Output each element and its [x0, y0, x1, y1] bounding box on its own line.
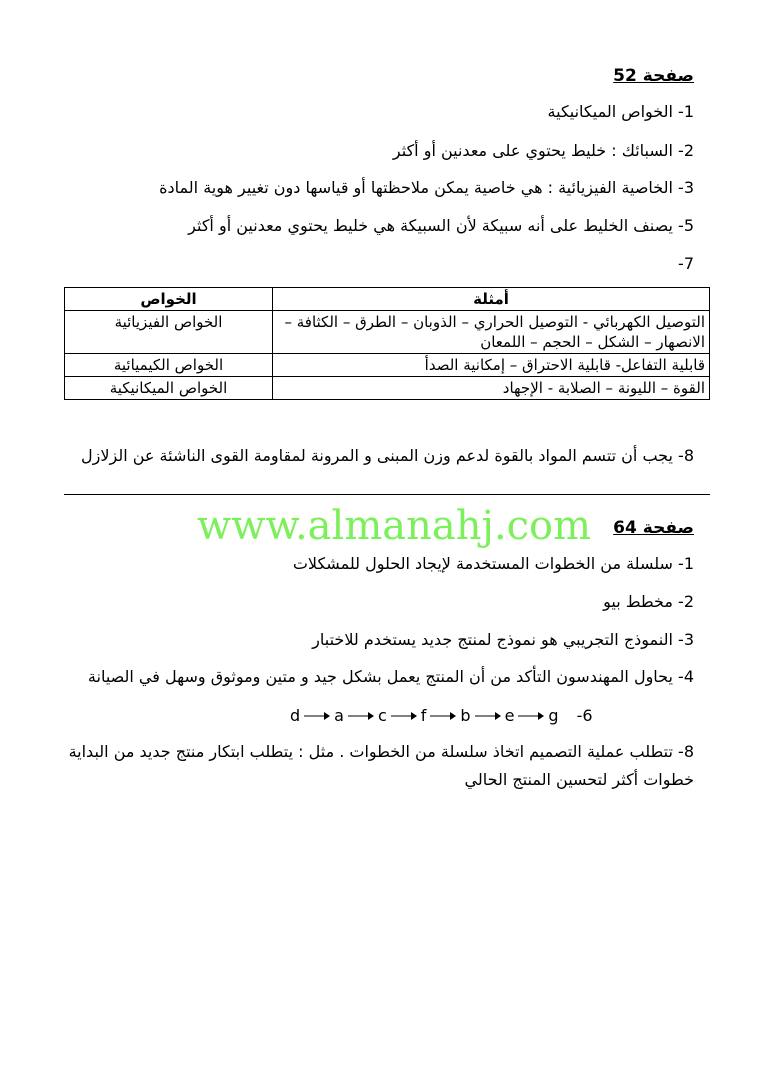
section-heading-page-64: صفحة 64: [613, 518, 694, 538]
answer-8: 8- يجب أن تتسم المواد بالقوة لدعم وزن المبنى و المرونة لمقاومة القوى الناشئة عن الزلازل: [81, 446, 694, 465]
right-arrow-icon: [391, 711, 417, 721]
answer-3: 3- الخاصية الفيزيائية : هي خاصية يمكن ملاحظتها أو قياسها دون تغيير هوية المادة: [159, 178, 694, 197]
step-label: g: [548, 706, 559, 725]
table-header-row: [65, 288, 710, 311]
answer-2: 2- مخطط بيو: [603, 592, 694, 611]
examples-cell: التوصيل الكهربائي - التوصيل الحراري – الذوبان – الطرق – الكثافة – الانصهار – الشكل – الحجم – اللمعان: [273, 311, 710, 354]
property-cell: الخواص الكيميائية: [65, 354, 273, 377]
properties-table: [64, 287, 710, 400]
right-arrow-icon: [518, 711, 544, 721]
step-label: d: [290, 706, 301, 725]
header-examples: أمثلة: [273, 288, 710, 311]
table-row: [65, 377, 710, 400]
answer-1: 1- الخواص الميكانيكية: [547, 102, 694, 121]
answer-4: 4- يحاول المهندسون التأكد من أن المنتج يعمل بشكل جيد و متين وموثوق وسهل في الصيانة: [87, 667, 694, 686]
section-heading-page-52: صفحة 52: [613, 66, 694, 86]
answer-3: 3- النموذج التجريبي هو نموذج لمنتج جديد يستخدم للاختبار: [312, 630, 694, 649]
right-arrow-icon: [430, 711, 456, 721]
step-label: f: [420, 706, 427, 725]
right-arrow-icon: [475, 711, 501, 721]
answer-8-line-1: 8- تتطلب عملية التصميم اتخاذ سلسلة من الخطوات . مثل : يتطلب ابتكار منتج جديد من البداية: [68, 742, 694, 761]
header-properties: الخواص: [65, 288, 273, 311]
step-label: a: [334, 706, 344, 725]
step-label: c: [377, 706, 387, 725]
answer-6-number: 6-: [576, 706, 593, 725]
watermark: www.almanahj.com: [197, 503, 592, 549]
answer-1: 1- سلسلة من الخطوات المستخدمة لإيجاد الحلول للمشكلات: [292, 554, 694, 573]
answer-5: 5- يصنف الخليط على أنه سبيكة لأن السبيكة هي خليط يحتوي معدنين أو أكثر: [188, 216, 694, 235]
step-label: b: [460, 706, 471, 725]
answer-2: 2- السبائك : خليط يحتوي على معدنين أو أكثر: [392, 141, 694, 160]
property-cell: الخواص الفيزيائية: [65, 311, 273, 354]
examples-cell: قابلية التفاعل- قابلية الاحتراق – إمكانية الصدأ: [273, 354, 710, 377]
table-row: [65, 311, 710, 354]
design-steps-sequence: [290, 706, 593, 725]
right-arrow-icon: [348, 711, 374, 721]
answer-7: 7-: [678, 254, 694, 273]
step-label: e: [504, 706, 515, 725]
right-arrow-icon: [304, 711, 330, 721]
answer-8-line-2: خطوات أكثر لتحسين المنتج الحالي: [464, 770, 694, 789]
property-cell: الخواص الميكانيكية: [65, 377, 273, 400]
table-row: [65, 354, 710, 377]
section-divider: [64, 494, 710, 495]
examples-cell: القوة – الليونة – الصلابة - الإجهاد: [273, 377, 710, 400]
